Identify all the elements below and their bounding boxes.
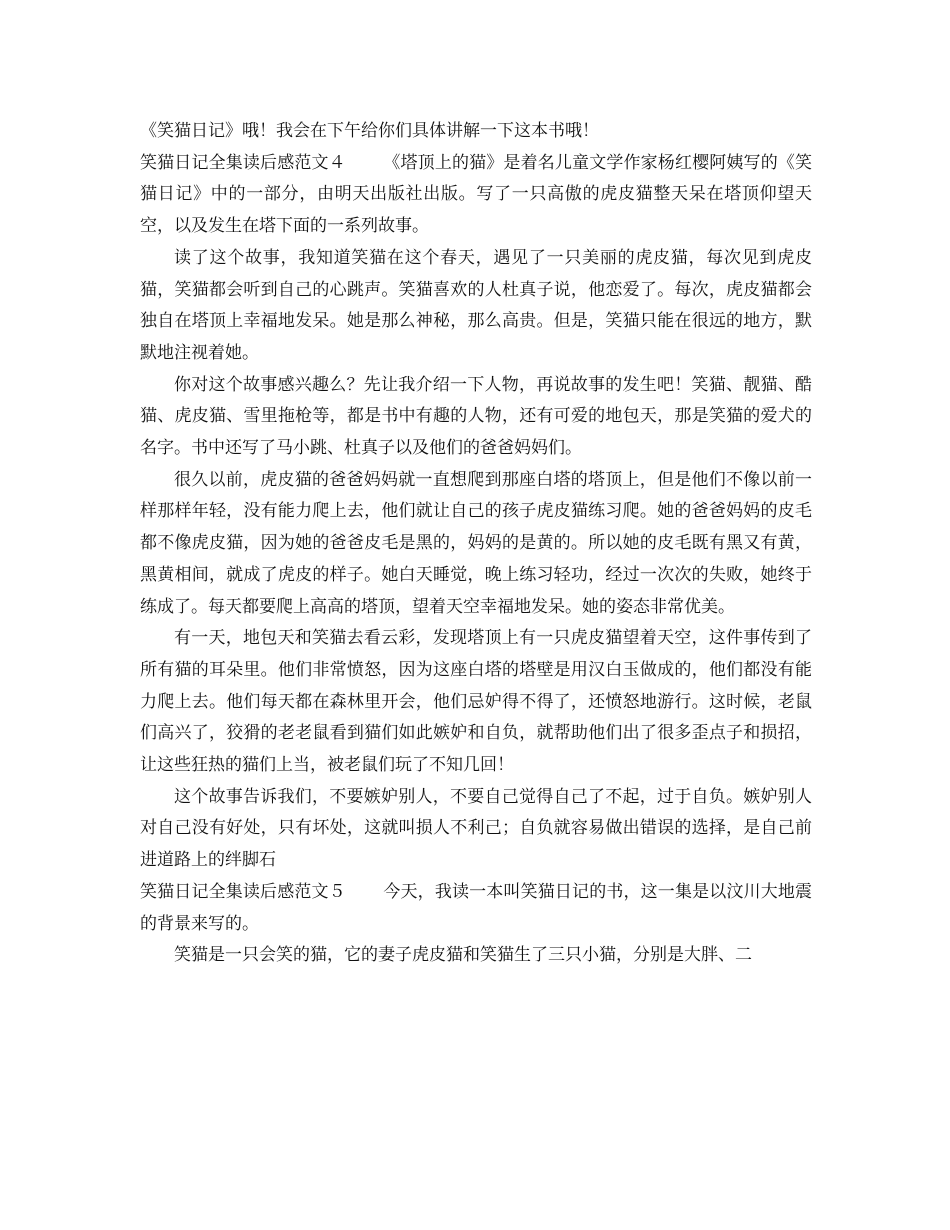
section-4-block [140, 148, 812, 243]
paragraph-opening-line: 《笑猫日记》哦！我会在下午给你们具体讲解一下这本书哦！ [140, 121, 599, 141]
section-4-paragraph: 有一天，地包天和笑猫去看云彩，发现塔顶上有一只虎皮猫望着天空，这件事传到了所有猫的耳朵里。他们非常愤怒，因为这座白塔的塔壁是用汉白玉做成的，他们都没有能力爬上去。他们每天都在森林里开会，他们忌妒得不得了，还愤怒地游行。这时候，老鼠们高兴了，狡猾的老老鼠看到猫们如此嫉妒和自负，就帮助他们出了很多歪点子和损招，让这些狂热的猫们上当，被老鼠们玩了不知几回！ [140, 628, 812, 776]
section-4-paragraph: 很久以前，虎皮猫的爸爸妈妈就一直想爬到那座白塔的塔顶上，但是他们不像以前一样那样年轻，没有能力爬上去，他们就让自己的孩子虎皮猫练习爬。她的爸爸妈妈的皮毛都不像虎皮猫，因为她的爸爸皮毛是黑的，妈妈的是黄的。所以她的皮毛既有黑又有黄，黑黄相间，就成了虎皮的样子。她白天睡觉，晚上练习轻功，经过一次次的失败，她终于练成了。每天都要爬上高高的塔顶，望着天空幸福地发呆。她的姿态非常优美。 [140, 469, 812, 617]
section-4-heading: 笑猫日记全集读后感范文４ [140, 152, 346, 173]
section-4-paragraph: 这个故事告诉我们，不要嫉妒别人，不要自己觉得自己了不起，过于自负。嫉妒别人对自己没有好处，只有坏处，这就叫损人不利己；自负就容易做出错误的选择，是自己前进道路上的绊脚石 [140, 786, 812, 871]
section-4-paragraph: 你对这个故事感兴趣么？先让我介绍一下人物，再说故事的发生吧！笑猫、靓猫、酷猫、虎皮猫、雪里拖枪等，都是书中有趣的人物，还有可爱的地包天，那是笑猫的爱犬的名字。书中还写了马小跳、杜真子以及他们的爸爸妈妈们。 [140, 374, 812, 459]
section-5-heading: 笑猫日记全集读后感范文５ [140, 881, 346, 902]
section-5-intro: 今天，我读一本叫笑猫日记的书，这一集是以汶川大地震的背景来写的。 [140, 881, 813, 934]
section-4-intro: 《塔顶上的猫》是着名儿童文学作家杨红樱阿姨写的《笑猫日记》中的一部分，由明天出版社出版。写了一只高傲的虎皮猫整天呆在塔顶仰望天空，以及发生在塔下面的一系列故事。 [140, 152, 813, 237]
section-5-block [140, 877, 812, 940]
section-5-paragraph: 笑猫是一只会笑的猫，它的妻子虎皮猫和笑猫生了三只小猫，分别是大胖、二 [174, 945, 752, 966]
section-4-paragraph: 读了这个故事，我知道笑猫在这个春天，遇见了一只美丽的虎皮猫，每次见到虎皮猫，笑猫都会听到自己的心跳声。笑猫喜欢的人杜真子说，他恋爱了。每次，虎皮猫都会独自在塔顶上幸福地发呆。她是那么神秘，那么高贵。但是，笑猫只能在很远的地方，默默地注视着她。 [140, 247, 812, 363]
document-body [140, 116, 812, 972]
